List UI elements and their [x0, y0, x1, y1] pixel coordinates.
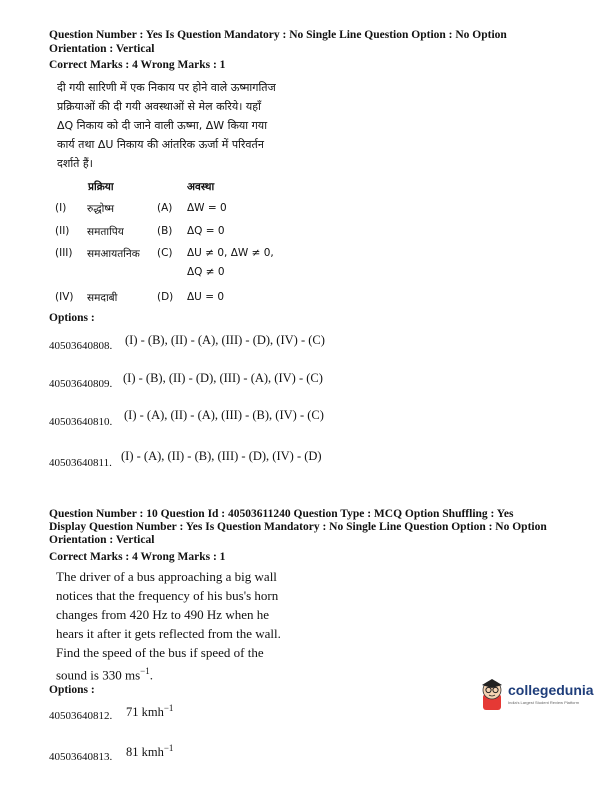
question-line: प्रक्रियाओं की दी गयी अवस्थाओं से मेल करिये। यहाँ: [57, 100, 261, 113]
option-id: 40503640809.: [49, 378, 113, 390]
row-letter: (D): [157, 291, 174, 303]
row-condition: ΔW = 0: [187, 202, 227, 214]
question-line: notices that the frequency of his bus's horn: [56, 588, 279, 603]
question-line: Find the speed of the bus if speed of the: [56, 645, 264, 660]
row-process: समआयतनिक: [87, 248, 140, 260]
question-line: The driver of a bus approaching a big wall: [56, 569, 277, 584]
option-text: (I) - (B), (II) - (A), (III) - (D), (IV) - (C): [125, 333, 325, 347]
meta-line: Question Number : Yes Is Question Mandatory : No Single Line Question Option : No Option: [49, 29, 507, 41]
option-exponent: −1: [163, 703, 174, 713]
option-exponent: −1: [163, 743, 174, 753]
row-letter: (B): [157, 225, 173, 237]
option-text: (I) - (B), (II) - (D), (III) - (A), (IV) - (C): [123, 371, 323, 385]
row-number: (IV): [55, 291, 74, 303]
row-letter: (A): [157, 202, 173, 214]
row-process: रुद्धोष्म: [87, 203, 114, 215]
question-line: कार्य तथा ΔU निकाय की आंतरिक ऊर्जा में परिवर्तन: [57, 138, 264, 151]
options-label: Options :: [49, 312, 95, 324]
row-process: समदाबी: [87, 292, 118, 304]
table-head-process: प्रक्रिया: [88, 181, 114, 193]
option-text: (I) - (A), (II) - (B), (III) - (D), (IV) - (D): [121, 449, 322, 463]
row-condition: ΔQ = 0: [187, 225, 225, 237]
option-value: 71 kmh: [126, 705, 164, 720]
option-value: 81 kmh: [126, 745, 164, 760]
meta-line: Orientation : Vertical: [49, 534, 155, 546]
option-text: [126, 703, 173, 720]
row-process: समतापिय: [87, 226, 124, 238]
row-condition: ΔU = 0: [187, 291, 225, 303]
question-line: ΔQ निकाय को दी जाने वाली ऊष्मा, ΔW किया गया: [57, 119, 268, 132]
option-id: 40503640812.: [49, 710, 113, 722]
table-head-state: अवस्था: [187, 181, 215, 193]
meta-line: Display Question Number : Yes Is Question Mandatory : No Single Line Question Option : No Option: [49, 521, 547, 533]
option-text: [126, 743, 173, 760]
row-letter: (C): [157, 247, 173, 259]
row-condition: ΔU ≠ 0, ΔW ≠ 0,: [187, 247, 274, 259]
row-number: (II): [55, 225, 70, 237]
question-line: hears it after it gets reflected from the wall.: [56, 626, 281, 641]
sound-exponent: −1: [140, 666, 150, 676]
row-condition-cont: ΔQ ≠ 0: [187, 266, 225, 278]
meta-line: Orientation : Vertical: [49, 43, 155, 55]
logo-tagline: India's Largest Student Review Platform: [508, 700, 580, 705]
sound-period: .: [149, 667, 153, 683]
sound-text: sound is 330 ms: [56, 667, 141, 683]
row-number: (III): [55, 247, 73, 259]
question-line: दी गयी सारिणी में एक निकाय पर होने वाले ऊष्मागतिज: [57, 81, 276, 94]
logo-name: collegedunia: [508, 682, 594, 698]
option-id: 40503640808.: [49, 340, 113, 352]
question-line: changes from 420 Hz to 490 Hz when he: [56, 607, 269, 622]
options-label: Options :: [49, 684, 95, 696]
mascot-icon: [477, 676, 507, 712]
row-number: (I): [55, 202, 67, 214]
question-line: दर्शाते हैं।: [57, 157, 93, 170]
meta-line: Question Number : 10 Question Id : 40503611240 Question Type : MCQ Option Shuffling : Yes: [49, 508, 514, 520]
option-text: (I) - (A), (II) - (A), (III) - (B), (IV) - (C): [124, 408, 324, 422]
meta-line: Correct Marks : 4 Wrong Marks : 1: [49, 59, 226, 71]
option-id: 40503640811.: [49, 457, 112, 469]
collegedunia-logo: [477, 676, 602, 716]
option-id: 40503640810.: [49, 416, 113, 428]
option-id: 40503640813.: [49, 751, 113, 763]
meta-line: Correct Marks : 4 Wrong Marks : 1: [49, 551, 226, 563]
question-line: [56, 662, 153, 684]
